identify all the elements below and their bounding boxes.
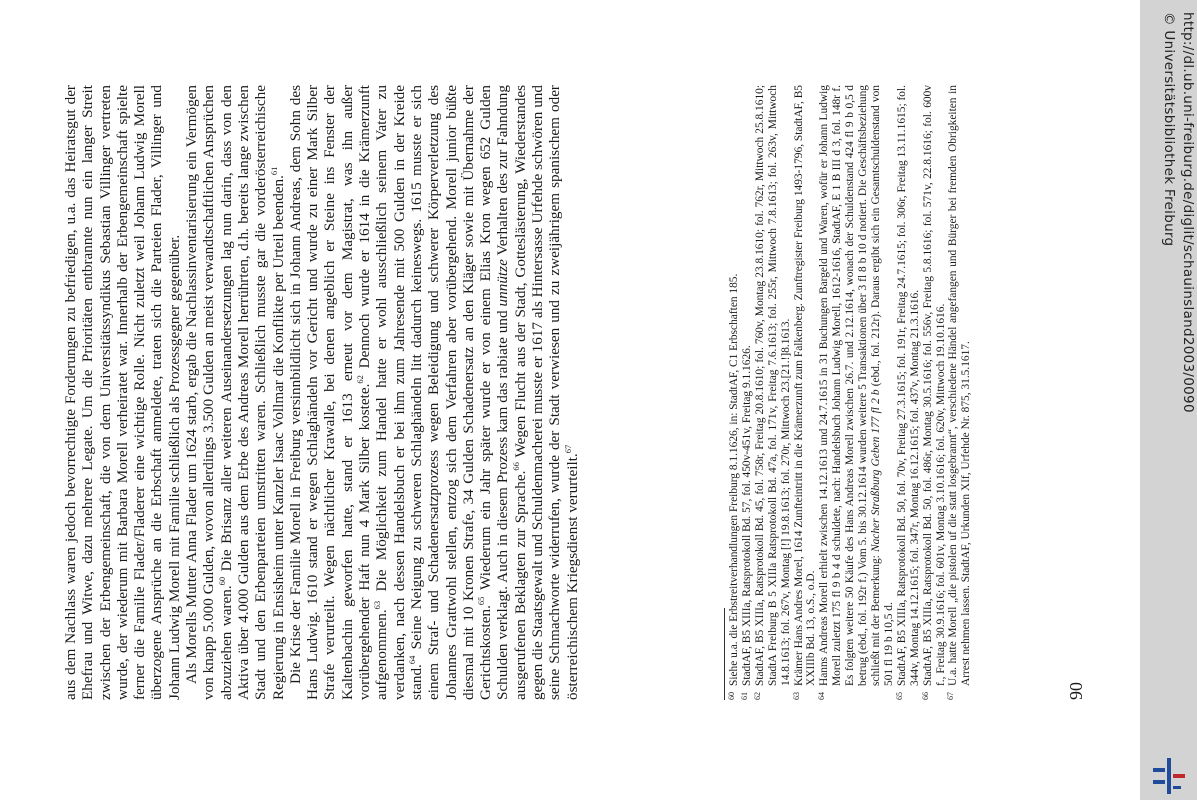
logo-vertical-bar — [1167, 758, 1171, 794]
footnote-number: 60 — [727, 692, 736, 700]
archive-side-bar — [1140, 0, 1197, 800]
paragraph-3-text-e: Wiederum ein Jahr später wurde er von einem Elias Kron wegen 652 Gulden Schulden verklagt. Auch in diesem Prozess kam das rabiate und — [477, 85, 512, 700]
paragraph-3-text-c: Die Möglichkeit zum Handel hatte er wohl ausschließlich seinem Vater zu verdanken, nach dessen Handelsbuch er bei ihm zum Jahresende mit 500 Gulden in der Kreide stand. — [373, 85, 425, 700]
footnote-number: 62 — [752, 692, 762, 700]
footnote-italic-text: Nacher Straßburg Geben 177 fl 2 b — [869, 389, 882, 553]
paragraph-3-text-f: Verhalten des zur Fahndung ausgerufenen Beklagten zur Sprache. — [494, 85, 529, 700]
footnote-divider — [724, 608, 725, 700]
footnote-61 — [741, 85, 754, 700]
page-number: 90 — [1066, 682, 1086, 700]
paragraph-1 — [62, 85, 183, 700]
main-text-body — [62, 85, 581, 700]
paragraph-2-text-a: Als Morells Mutter Anna Flader um 1624 starb, ergab die Nachlassinventarisierung ein Vermögen von knapp 5.000 Gulden, wovon allerdings 3.500 Gulden an meist verwandtschaftlichen Ansprüchen abzuziehen waren. — [183, 85, 235, 700]
footnote-number: 67 — [946, 692, 956, 700]
copyright-notice: © Universitätsbibliothek Freiburg — [1161, 12, 1177, 247]
paragraph-2 — [183, 85, 287, 700]
footnote-number: 63 — [791, 692, 801, 700]
footnote-text: StadtAF, B5 XIIIa, Ratsprotokoll Bd. 45, fol. 758r, Freitag 20.8.1610; fol. 760v, Montag 23.8.1610; fol. 762r, Mittwoch 25.8.1610; StadtA Freiburg B 5 XIIIa Ratsprotokoll Bd. 47a, fol. 171v, Freitag 7.6.1613; fol. 255r, Mittwoch 7.8.1613; fol. 263v, Mittwoch 14.8.1613; fol. 267v, Montag [!] 19.8.1613; fol. 270r, Mittwoch 23.[21.!]8.1613. — [753, 85, 792, 686]
footnote-text: U.a. hatte Morell „die pistolen uf die statt losgebrannt“, verschiedene Händel angefangen und Bürger bei fremden Obrigkeiten in Arrest nehmen lassen. StadtAF, Urkunden XIf, Urfehde Nr. 875, 31.5.1617. — [947, 85, 973, 686]
logo-bar-left-bottom — [1153, 780, 1165, 784]
footnote-ref-60[interactable]: 60 — [216, 576, 227, 586]
footnote-number: 66 — [920, 692, 930, 700]
footnote-number: 61 — [739, 692, 749, 700]
footnote-text: StadtAF, B5 XIIIa, Ratsprotokoll Bd. 50, fol. 486r, Montag 30.5.1616; fol. 556v, Freitag 5.8.1616; fol. 571v, 22.8.1616; fol. 600v f., Freitag 30.9.1616; fol. 601v, Montag 3.10.1616; fol. 620v, Mittwoch 19.10.1616. — [921, 85, 947, 686]
paragraph-3-text-a: Die Krise der Familie Morell in Freiburg versinnbildlicht sich in Johann Andreas, dem Sohn des Hans Ludwig. 1610 stand er wegen Schlaghändeln vor Gericht und wurde zu einer Mark Silber Strafe verurteilt. Wegen nächtlicher Krawalle, bei denen angeblich er Steine ins Fenster der Kaltenbachin geworfen hatte, stand er 1613 erneut vor dem Magistrat, was ihn außer vorübergehender Haft nun 4 Mark Silber kostete. — [286, 85, 374, 700]
logo-bar-right — [1173, 774, 1185, 778]
side-bar-text — [1140, 0, 1197, 800]
logo-bar-right-small — [1173, 786, 1181, 789]
footnote-text: StadtAF, B5 XIIIa, Ratsprotokoll Bd. 57, fol. 450v-451v, Freitag 9.1.1626. — [740, 345, 753, 686]
footnote-ref-66[interactable]: 66 — [510, 462, 521, 471]
footnote-66 — [922, 85, 948, 700]
footnote-60 — [728, 85, 741, 700]
footnote-64 — [818, 85, 895, 700]
source-url-link[interactable]: http://dl.ub.uni-freiburg.de/diglit/schauinsland2003/0090 — [1180, 12, 1196, 413]
footnote-text: StadtAF, B5 XIIIa, Ratsprotokoll Bd. 50, fol. 70v, Freitag 27.3.1615; fol. 191r, Freitag 24.7.1615; fol. 306r, Freitag 13.11.1615; fol. 344v, Montag 14.12.1615; fol. 347r, Montag 16.12.1615; fol. 437v, Montag 21.3.1616. — [895, 85, 921, 686]
footnote-text: Krämer Hans Andres Morel, 1614 Zunfteintritt in die Krämerzunft zum Falkenberg. Zunftregister Freiburg 1493-1796, StadtAF, B5 XXIIIb Bd. 13, o.S., o.D. — [792, 85, 818, 686]
footnote-67 — [947, 85, 973, 700]
footnote-text: Hanns Andreas Morell erhielt zwischen 14.12.1613 und 24.7.1615 in 31 Buchungen Bargeld und Waren, wofür er Johann Ludwig Morell zuletzt 175 fl 9 b 4 d schuldete, nach: Handelsbuch Johann Ludwig Morell, 1612-1616, StadtAF, E 1 B III d 3, fol. 148r f. Es folgten weitere 50 Käufe des Hans Andreas Morell zwischen 26.7. und 2.12.1614, wonach der Schuldenstand 424 fl 9 b 0,5 d betrug (ebd., fol. 192r f.) Vom 5. bis 30.12.1614 wurden weitere 5 Transaktionen über 3 fl 8 b 10 d notiert. Die Geschäftsbeziehung schließt mit der Bemerkung: — [818, 85, 882, 686]
paragraph-3 — [287, 85, 581, 700]
footnote-63 — [793, 85, 819, 700]
footnotes-section — [728, 85, 973, 700]
paragraph-3-text-g: Wegen Flucht aus der Stadt, Gotteslästerung, Wiederstandes gegen die Staatsgewalt und Schuldenmacherei musste er 1617 als Hintersasse Urfehde schwören und seine Schmachworte widerrufen, wurde der Stadt verwiesen und zu zweijährigem spanischem oder österreichischem Kriegsdienst verurteilt. — [511, 85, 581, 700]
footnote-65 — [896, 85, 922, 700]
footnote-text: Siehe u.a. die Erbstreitverhandlungen Freiburg 8.1.1626, in: StadtAF, C1 Erbschaften 185. — [728, 273, 740, 686]
footnote-number: 64 — [817, 692, 827, 700]
logo-bar-left-top — [1153, 768, 1165, 772]
footnote-ref-63[interactable]: 63 — [372, 600, 383, 610]
footnote-number: 65 — [894, 692, 904, 700]
university-library-logo-icon — [1149, 756, 1189, 796]
paragraph-2-text-b: Die Brisanz aller weiteren Auseinandersetzungen lag nun darin, dass von den Aktiva über 4.000 Gulden aus dem Erbe des Andreas Morell herrührten, d.h. bereits lange zwischen Stadt und den Erbenparteien umstritten waren. Schließlich musste gar die vorderösterreichische Regierung in Ensisheim unter Kanzler Isaac Vollmar die Konflikte per Urteil beenden. — [217, 85, 287, 700]
footnote-ref-67[interactable]: 67 — [562, 444, 573, 454]
footnote-ref-62[interactable]: 62 — [354, 375, 365, 384]
paragraph-1-text: aus dem Nachlass waren jedoch bevorrechtigte Forderungen zu befriedigen, u.a. das Heiratsgut der Ehefrau und Witwe, dazu mehrere Legate. Um die Prioritäten entbrannte nun ein langer Streit zwischen der Erbengemeinschaft, die von dem Universitätssyndikus Sebastian Villinger vertreten wurde, der wiederum mit Barbara Morell verheiratet war. Innerhalb der Erbengemeinschaft spielte ferner die Familie Flader/Fladerer eine wichtige Rolle. Nicht zuletzt weil Johann Ludwig Morell überzogene Ansprüche an die Erbschaft anmeldete, traten sich die Parteien Flader, Villinger und Johann Ludwig Morell mit Familie schließlich als Prozessgegner gegenüber. — [62, 85, 183, 700]
paragraph-3-italic: unnütze — [494, 259, 512, 307]
footnote-text: (ebd., fol. 212r). Daraus ergibt sich ein Gesamtschuldenstand von 501 fl 19 b 10,5 d. — [869, 85, 895, 686]
footnote-ref-61[interactable]: 61 — [268, 166, 279, 176]
footnote-ref-64[interactable]: 64 — [406, 655, 417, 665]
footnote-62 — [754, 85, 793, 700]
paragraph-3-text-b: Dennoch wurde er 1614 in die Krämerzunft aufgenommen. — [356, 85, 391, 700]
paragraph-3-text-d: Seine Neigung zu schweren Schlaghändeln litt dadurch keineswegs. 1615 musste er sich einem Straf- und Schadenersatzprozess wegen Beleidigung und schwerer Körperverletzung des Johannes Grattwohl stellen, entzog sich dem Verfahren aber vorübergehend. Morell junior büßte diesmal mit 10 Kronen Strafe, 34 Gulden Schadenersatz an den Kläger sowie mit Übernahme der Gerichtskosten. — [407, 85, 495, 700]
footnote-ref-65[interactable]: 65 — [476, 596, 487, 606]
